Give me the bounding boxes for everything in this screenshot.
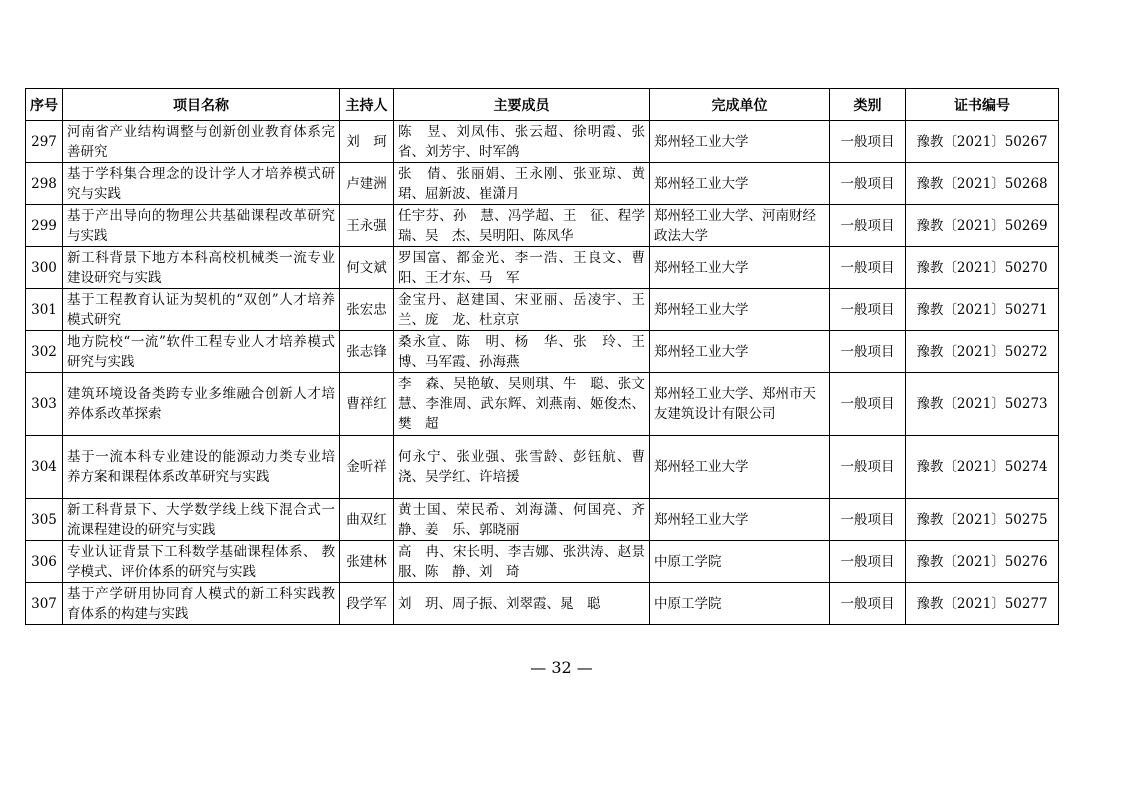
cell-unit: 中原工学院 — [650, 541, 830, 583]
cell-category: 一般项目 — [830, 583, 906, 625]
cell-project-name: 河南省产业结构调整与创新创业教育体系完善研究 — [63, 121, 340, 163]
cell-cert: 豫教〔2021〕50272 — [906, 331, 1059, 373]
cell-project-name: 基于学科集合理念的设计学人才培养模式研究与实践 — [63, 163, 340, 205]
cell-host: 曲双红 — [340, 499, 394, 541]
cell-host: 张志锋 — [340, 331, 394, 373]
header-no: 序号 — [26, 89, 63, 121]
header-members: 主要成员 — [394, 89, 650, 121]
cell-project-name: 地方院校“一流”软件工程专业人才培养模式研究与实践 — [63, 331, 340, 373]
cell-members: 高 冉、宋长明、李吉娜、张洪涛、赵景服、陈 静、刘 琦 — [394, 541, 650, 583]
cell-cert: 豫教〔2021〕50273 — [906, 373, 1059, 436]
cell-members: 黄士国、荣民希、刘海潇、何国亮、齐 静、姜 乐、郭晓丽 — [394, 499, 650, 541]
cell-host: 曹祥红 — [340, 373, 394, 436]
cell-no: 306 — [26, 541, 63, 583]
header-name: 项目名称 — [63, 89, 340, 121]
table-row — [26, 163, 1059, 205]
cell-category: 一般项目 — [830, 436, 906, 499]
table-row — [26, 205, 1059, 247]
table-row — [26, 583, 1059, 625]
page-number: — 32 — — [530, 658, 593, 677]
cell-cert: 豫教〔2021〕50274 — [906, 436, 1059, 499]
cell-project-name: 基于产学研用协同育人模式的新工科实践教育体系的构建与实践 — [63, 583, 340, 625]
cell-cert: 豫教〔2021〕50268 — [906, 163, 1059, 205]
cell-host: 段学军 — [340, 583, 394, 625]
cell-category: 一般项目 — [830, 121, 906, 163]
cell-unit: 郑州轻工业大学、郑州市天友建筑设计有限公司 — [650, 373, 830, 436]
cell-project-name: 基于工程教育认证为契机的“双创”人才培养模式研究 — [63, 289, 340, 331]
cell-members: 罗国富、都金光、李一浩、王良文、曹 阳、王才东、马 军 — [394, 247, 650, 289]
cell-host: 何文斌 — [340, 247, 394, 289]
table-header-row — [26, 89, 1059, 121]
cell-category: 一般项目 — [830, 205, 906, 247]
header-cert: 证书编号 — [906, 89, 1059, 121]
cell-host: 金听祥 — [340, 436, 394, 499]
cell-project-name: 专业认证背景下工科数学基础课程体系、 教学模式、评价体系的研究与实践 — [63, 541, 340, 583]
cell-unit: 郑州轻工业大学 — [650, 121, 830, 163]
cell-host: 卢建洲 — [340, 163, 394, 205]
table-row — [26, 499, 1059, 541]
cell-no: 307 — [26, 583, 63, 625]
cell-unit: 郑州轻工业大学 — [650, 331, 830, 373]
cell-cert: 豫教〔2021〕50271 — [906, 289, 1059, 331]
cell-unit: 中原工学院 — [650, 583, 830, 625]
table-row — [26, 247, 1059, 289]
cell-members: 何永宁、张业强、张雪龄、彭钰航、曹 浇、吴学红、许培援 — [394, 436, 650, 499]
cell-category: 一般项目 — [830, 331, 906, 373]
cell-no: 301 — [26, 289, 63, 331]
cell-no: 304 — [26, 436, 63, 499]
cell-no: 298 — [26, 163, 63, 205]
table-row — [26, 373, 1059, 436]
cell-host: 王永强 — [340, 205, 394, 247]
cell-cert: 豫教〔2021〕50269 — [906, 205, 1059, 247]
cell-unit: 郑州轻工业大学 — [650, 499, 830, 541]
table-row — [26, 541, 1059, 583]
cell-project-name: 基于产出导向的物理公共基础课程改革研究与实践 — [63, 205, 340, 247]
cell-no: 300 — [26, 247, 63, 289]
cell-project-name: 建筑环境设备类跨专业多维融合创新人才培养体系改革探索 — [63, 373, 340, 436]
header-category: 类别 — [830, 89, 906, 121]
cell-unit: 郑州轻工业大学 — [650, 247, 830, 289]
cell-cert: 豫教〔2021〕50270 — [906, 247, 1059, 289]
cell-category: 一般项目 — [830, 163, 906, 205]
cell-unit: 郑州轻工业大学 — [650, 289, 830, 331]
cell-members: 桑永宣、陈 明、杨 华、张 玲、王 博、马军霞、孙海燕 — [394, 331, 650, 373]
cell-members: 李 森、吴艳敏、吴则琪、牛 聪、张文慧、李淮周、武东辉、刘燕南、姬俊杰、樊 超 — [394, 373, 650, 436]
cell-category: 一般项目 — [830, 541, 906, 583]
cell-members: 任宇芬、孙 慧、冯学超、王 征、程学瑞、吴 杰、吴明阳、陈凤华 — [394, 205, 650, 247]
cell-no: 302 — [26, 331, 63, 373]
cell-members: 陈 昱、刘凤伟、张云超、徐明霞、张 省、刘芳宇、时军鸽 — [394, 121, 650, 163]
cell-no: 303 — [26, 373, 63, 436]
cell-unit: 郑州轻工业大学 — [650, 163, 830, 205]
cell-project-name: 基于一流本科专业建设的能源动力类专业培养方案和课程体系改革研究与实践 — [63, 436, 340, 499]
cell-unit: 郑州轻工业大学、河南财经政法大学 — [650, 205, 830, 247]
cell-cert: 豫教〔2021〕50276 — [906, 541, 1059, 583]
cell-no: 299 — [26, 205, 63, 247]
cell-host: 张宏忠 — [340, 289, 394, 331]
cell-members: 刘 玥、周子振、刘翠霞、晁 聪 — [394, 583, 650, 625]
cell-host: 刘 珂 — [340, 121, 394, 163]
cell-unit: 郑州轻工业大学 — [650, 436, 830, 499]
project-table — [25, 88, 1059, 625]
cell-category: 一般项目 — [830, 247, 906, 289]
cell-members: 金宝丹、赵建国、宋亚丽、岳凌宇、王 兰、庞 龙、杜京京 — [394, 289, 650, 331]
table-row — [26, 121, 1059, 163]
cell-no: 305 — [26, 499, 63, 541]
cell-cert: 豫教〔2021〕50267 — [906, 121, 1059, 163]
cell-project-name: 新工科背景下地方本科高校机械类一流专业建设研究与实践 — [63, 247, 340, 289]
cell-category: 一般项目 — [830, 289, 906, 331]
table-row — [26, 436, 1059, 499]
table-row — [26, 331, 1059, 373]
cell-category: 一般项目 — [830, 373, 906, 436]
header-unit: 完成单位 — [650, 89, 830, 121]
cell-category: 一般项目 — [830, 499, 906, 541]
cell-no: 297 — [26, 121, 63, 163]
cell-project-name: 新工科背景下、大学数学线上线下混合式一流课程建设的研究与实践 — [63, 499, 340, 541]
cell-cert: 豫教〔2021〕50275 — [906, 499, 1059, 541]
cell-cert: 豫教〔2021〕50277 — [906, 583, 1059, 625]
table-row — [26, 289, 1059, 331]
cell-members: 张 倩、张丽娟、王永刚、张亚琼、黄 珺、屈新波、崔潇月 — [394, 163, 650, 205]
cell-host: 张建林 — [340, 541, 394, 583]
header-host: 主持人 — [340, 89, 394, 121]
